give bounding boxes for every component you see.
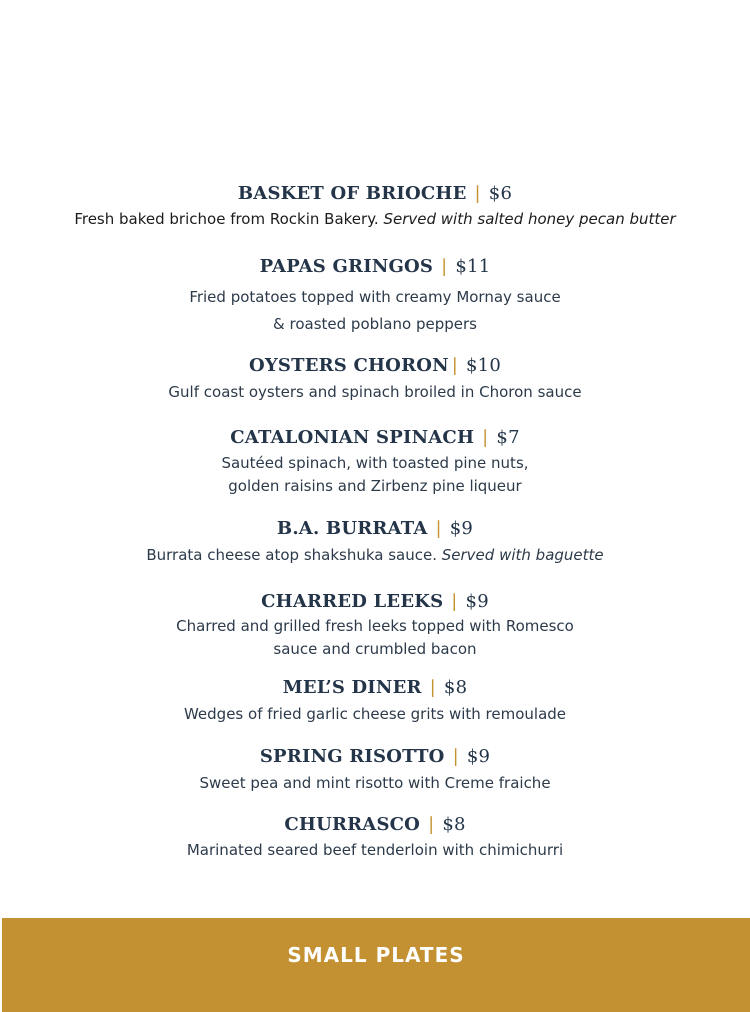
price-separator: |: [451, 355, 459, 376]
menu-item-price: $10: [466, 355, 501, 376]
menu-item-description-line-2: sauce and crumbled bacon: [273, 640, 477, 658]
description-text: Burrata cheese atop shakshuka sauce.: [146, 546, 442, 564]
menu-item-basket-of-brioche: [0, 182, 750, 228]
menu-item-description: Sweet pea and mint risotto with Creme fraiche: [199, 774, 551, 792]
menu-item-title: [0, 813, 750, 837]
menu-item-description: Marinated seared beef tenderloin with chimichurri: [186, 841, 564, 859]
menu-item-title: [0, 354, 750, 378]
price-separator: |: [435, 518, 442, 539]
menu-item-charred-leeks: [0, 590, 750, 661]
menu-item-oysters-choron: [0, 354, 750, 401]
menu-item-description: Wedges of fried garlic cheese grits with remoulade: [183, 705, 567, 723]
menu-item-mels-diner: [0, 676, 750, 723]
menu-item-price: $9: [465, 591, 489, 612]
menu-item-name: OYSTERS CHORON: [248, 355, 449, 376]
menu-item-name: SPRING RISOTTO: [259, 746, 445, 767]
menu-item-price: $11: [455, 256, 491, 277]
price-separator: |: [429, 677, 436, 698]
price-separator: |: [474, 183, 481, 204]
menu-item-name: CHURRASCO: [284, 814, 421, 835]
menu-item-description: [0, 210, 750, 228]
menu-item-title: [0, 426, 750, 450]
price-separator: |: [482, 427, 489, 448]
menu-item-catalonian-spinach: [0, 426, 750, 498]
menu-item-price: $6: [488, 183, 513, 204]
section-banner: [2, 918, 750, 1012]
menu-item-name: MEL’S DINER: [282, 677, 422, 698]
menu-item-churrasco: [0, 813, 750, 859]
menu-item-description-line-1: Sautéed spinach, with toasted pine nuts,: [221, 454, 529, 472]
menu-item-description: Gulf coast oysters and spinach broiled in Choron sauce: [168, 383, 582, 401]
menu-item-title: [0, 182, 750, 206]
description-text: Fresh baked brichoe from Rockin Bakery.: [74, 210, 384, 228]
menu-item-title: [0, 255, 750, 279]
menu-item-description-line-1: Charred and grilled fresh leeks topped with Romesco: [176, 617, 574, 635]
menu-item-description: [0, 546, 750, 564]
description-italic-text: Served with baguette: [441, 546, 604, 564]
menu-item-title: [0, 590, 750, 614]
menu-item-name: CATALONIAN SPINACH: [230, 427, 475, 448]
menu-item-name: CHARRED LEEKS: [261, 591, 444, 612]
menu-item-price: $8: [442, 814, 466, 835]
menu-item-price: $9: [449, 518, 474, 539]
menu-item-price: $9: [466, 746, 491, 767]
menu-item-title: [0, 745, 750, 769]
menu-item-spring-risotto: [0, 745, 750, 792]
menu-item-papas-gringos: [0, 255, 750, 338]
price-separator: |: [451, 591, 458, 612]
menu-item-name: BASKET OF BRIOCHE: [237, 183, 467, 204]
menu-item-description-line-2: & roasted poblano peppers: [273, 315, 477, 333]
description-italic-text: Served with salted honey pecan butter: [383, 210, 676, 228]
price-separator: |: [428, 814, 435, 835]
menu-item-description-line-1: Fried potatoes topped with creamy Mornay sauce: [189, 288, 561, 306]
menu-item-price: $7: [496, 427, 520, 448]
menu-item-title: [0, 517, 750, 541]
menu-item-ba-burrata: [0, 517, 750, 564]
menu-item-title: [0, 676, 750, 700]
section-title: SMALL PLATES: [287, 943, 465, 967]
menu-item-price: $8: [443, 677, 468, 698]
menu-item-name: PAPAS GRINGOS: [259, 256, 434, 277]
price-separator: |: [441, 256, 448, 277]
menu-item-description-line-2: golden raisins and Zirbenz pine liqueur: [228, 477, 522, 495]
menu-item-name: B.A. BURRATA: [276, 518, 428, 539]
price-separator: |: [452, 746, 459, 767]
